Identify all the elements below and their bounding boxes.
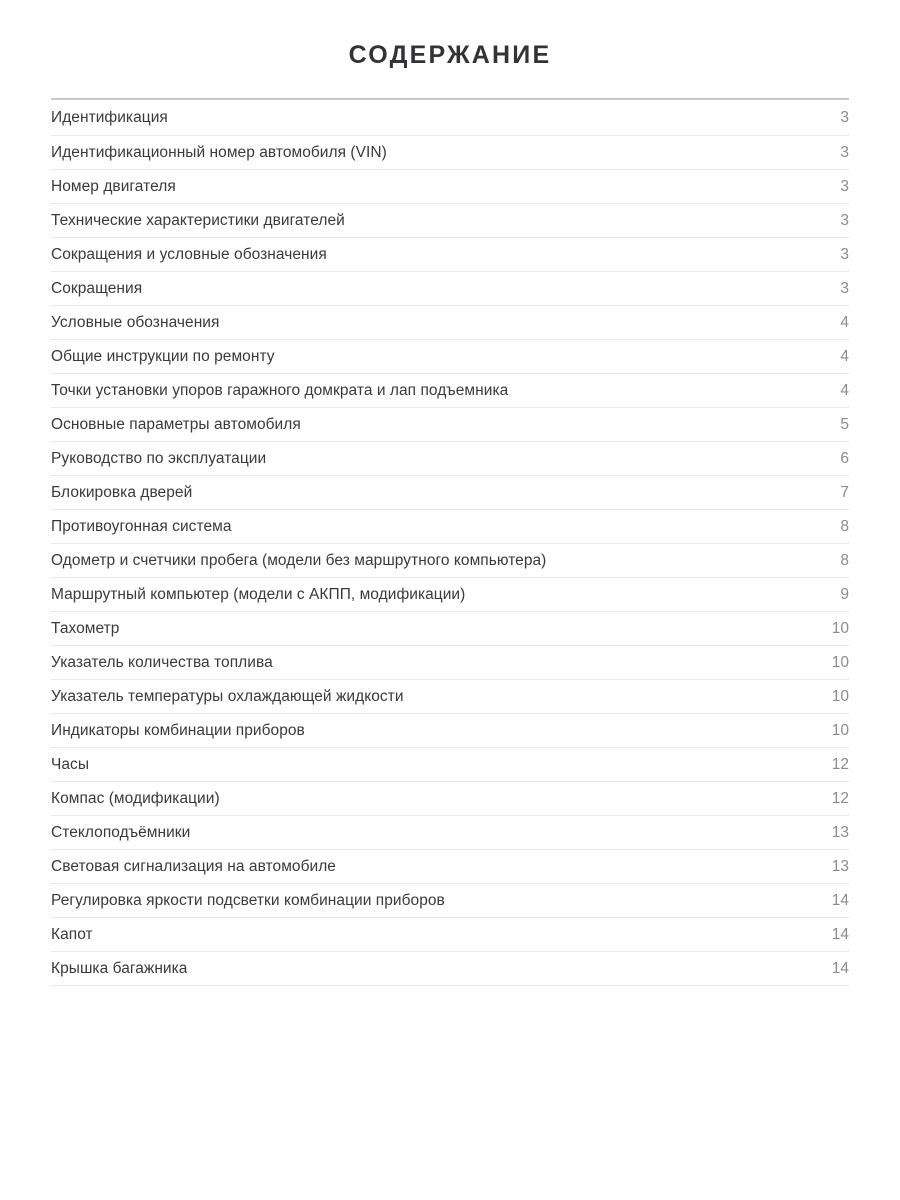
toc-entry[interactable] (51, 136, 849, 170)
toc-entry-page-number: 14 (831, 892, 849, 909)
toc-entry-page-number: 13 (831, 824, 849, 841)
toc-entry-page-number: 8 (840, 552, 849, 569)
toc-entry-page-number: 4 (840, 314, 849, 331)
toc-entry-title: Указатель количества топлива (51, 654, 273, 671)
toc-entry[interactable] (51, 816, 849, 850)
toc-entry-page-number: 3 (840, 144, 849, 161)
toc-entry-page-number: 14 (831, 960, 849, 977)
toc-entry-title: Идентификация (51, 109, 168, 126)
toc-entry[interactable] (51, 170, 849, 204)
toc-entry[interactable] (51, 306, 849, 340)
toc-entry[interactable] (51, 100, 849, 136)
toc-entry[interactable] (51, 510, 849, 544)
toc-entry-title: Указатель температуры охлаждающей жидкости (51, 688, 404, 705)
toc-entry-title: Блокировка дверей (51, 484, 193, 501)
toc-entry-title: Сокращения и условные обозначения (51, 246, 327, 263)
toc-entry-page-number: 13 (831, 858, 849, 875)
toc-entry[interactable] (51, 782, 849, 816)
toc-entry-page-number: 14 (831, 926, 849, 943)
toc-entry-page-number: 3 (840, 109, 849, 126)
toc-entry-title: Тахометр (51, 620, 120, 637)
toc-entry[interactable] (51, 238, 849, 272)
toc-entry-page-number: 9 (840, 586, 849, 603)
toc-entry[interactable] (51, 680, 849, 714)
toc-entry-title: Руководство по эксплуатации (51, 450, 267, 467)
table-of-contents-list (51, 100, 849, 986)
toc-entry-title: Крышка багажника (51, 960, 188, 977)
toc-entry-title: Сокращения (51, 280, 143, 297)
toc-entry[interactable] (51, 748, 849, 782)
toc-entry-title: Компас (модификации) (51, 790, 220, 807)
toc-entry-page-number: 3 (840, 212, 849, 229)
toc-entry[interactable] (51, 612, 849, 646)
toc-entry-title: Общие инструкции по ремонту (51, 348, 275, 365)
toc-entry-page-number: 10 (831, 620, 849, 637)
toc-entry-title: Часы (51, 756, 90, 773)
toc-entry-title: Номер двигателя (51, 178, 176, 195)
toc-entry[interactable] (51, 952, 849, 986)
toc-entry-title: Одометр и счетчики пробега (модели без маршрутного компьютера) (51, 552, 547, 569)
toc-entry-title: Противоугонная система (51, 518, 232, 535)
toc-entry-page-number: 6 (840, 450, 849, 467)
toc-entry[interactable] (51, 442, 849, 476)
toc-entry[interactable] (51, 204, 849, 238)
toc-entry-page-number: 12 (831, 756, 849, 773)
toc-entry[interactable] (51, 714, 849, 748)
toc-entry-page-number: 4 (840, 382, 849, 399)
toc-entry-title: Световая сигнализация на автомобиле (51, 858, 336, 875)
toc-entry[interactable] (51, 850, 849, 884)
toc-entry[interactable] (51, 340, 849, 374)
toc-entry-title: Регулировка яркости подсветки комбинации приборов (51, 892, 445, 909)
toc-entry-title: Индикаторы комбинации приборов (51, 722, 305, 739)
toc-entry-title: Идентификационный номер автомобиля (VIN) (51, 144, 387, 161)
toc-entry[interactable] (51, 918, 849, 952)
toc-entry-title: Стеклоподъёмники (51, 824, 191, 841)
toc-entry[interactable] (51, 374, 849, 408)
page-title: СОДЕРЖАНИЕ (348, 41, 552, 69)
toc-entry-page-number: 5 (840, 416, 849, 433)
toc-entry-page-number: 3 (840, 178, 849, 195)
toc-entry-page-number: 4 (840, 348, 849, 365)
toc-entry[interactable] (51, 272, 849, 306)
toc-entry[interactable] (51, 578, 849, 612)
toc-entry-page-number: 10 (831, 722, 849, 739)
toc-entry-page-number: 3 (840, 246, 849, 263)
toc-entry[interactable] (51, 408, 849, 442)
toc-entry-title: Условные обозначения (51, 314, 220, 331)
toc-entry[interactable] (51, 544, 849, 578)
toc-entry-title: Основные параметры автомобиля (51, 416, 301, 433)
toc-entry-title: Технические характеристики двигателей (51, 212, 345, 229)
toc-entry[interactable] (51, 884, 849, 918)
toc-entry-page-number: 7 (840, 484, 849, 501)
toc-entry-page-number: 8 (840, 518, 849, 535)
toc-entry-page-number: 3 (840, 280, 849, 297)
toc-entry-page-number: 12 (831, 790, 849, 807)
toc-entry[interactable] (51, 476, 849, 510)
toc-entry-title: Маршрутный компьютер (модели с АКПП, модификации) (51, 586, 466, 603)
toc-entry-page-number: 10 (831, 688, 849, 705)
toc-entry[interactable] (51, 646, 849, 680)
toc-entry-title: Точки установки упоров гаражного домкрата и лап подъемника (51, 382, 509, 399)
toc-entry-page-number: 10 (831, 654, 849, 671)
toc-entry-title: Капот (51, 926, 93, 943)
